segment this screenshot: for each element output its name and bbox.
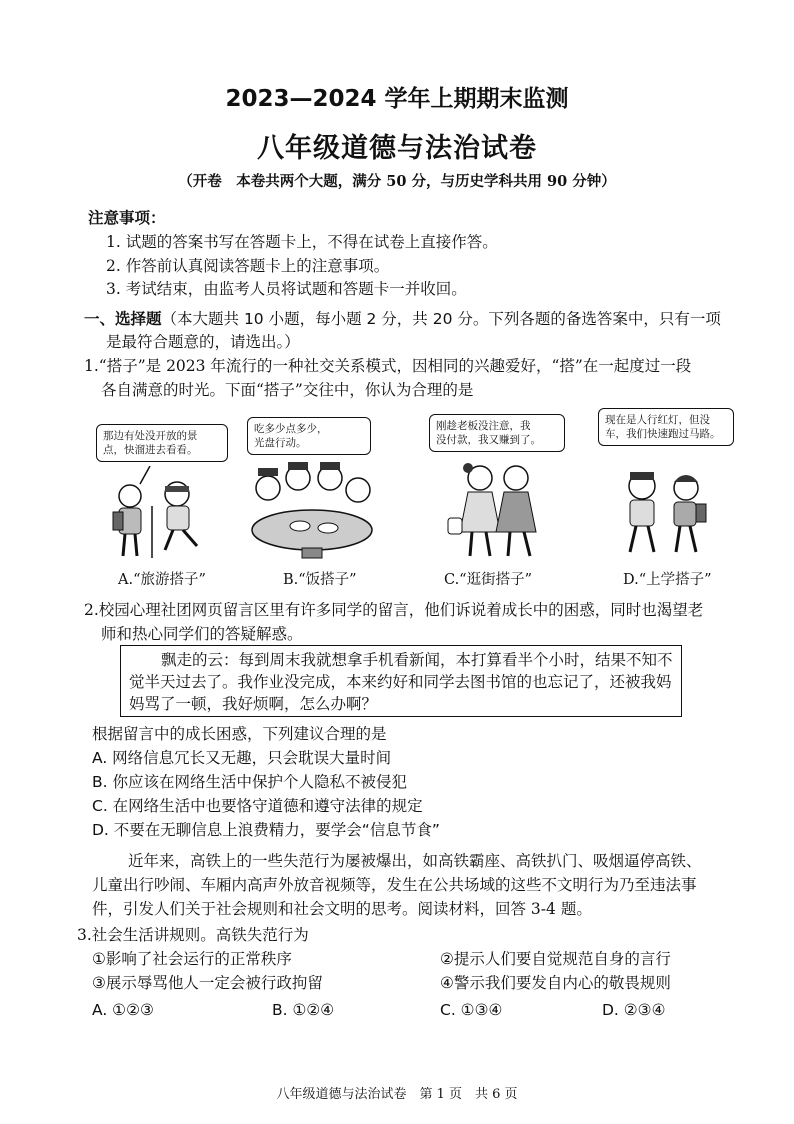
hikers-illustration [95, 466, 215, 562]
q3-option-d: D. ②③④ [602, 1001, 666, 1019]
exam-title: 八年级道德与法治试卷 [257, 133, 537, 164]
exam-period-title: 2023—2024 学年上期期末监测 [225, 86, 569, 112]
exam-subtitle: （开卷 本卷共两个大题，满分 50 分，与历史学科共用 90 分钟） [178, 173, 616, 190]
students-illustration [610, 464, 720, 560]
q2-option-c: C. 在网络生活中也要恪守道德和遵守法律的规定 [92, 797, 423, 815]
material-line: 件，引发人们关于社会规则和社会文明的思考。阅读材料，回答 3-4 题。 [92, 900, 592, 918]
q2-stem-cont: 师和热心同学们的答疑解惑。 [101, 625, 303, 643]
message-line: 妈骂了一顿，我好烦啊，怎么办啊？ [129, 695, 378, 713]
section1-title: 一、选择题 [84, 310, 162, 328]
panel-a-bubble: 那边有处没开放的景 点，快溜进去看看。 [96, 424, 228, 462]
q3-item-3: ③展示辱骂他人一定会被行政拘留 [92, 974, 323, 992]
page-footer: 八年级道德与法治试卷 第 1 页 共 6 页 [276, 1087, 518, 1102]
message-line: 觉半天过去了。我作业没完成，本来约好和同学去图书馆的也忘记了，还被我妈 [129, 673, 672, 691]
q3-option-c: C. ①③④ [440, 1001, 503, 1019]
note-item: 1. 试题的答案书写在答题卡上，不得在试卷上直接作答。 [106, 233, 498, 251]
panel-d-caption: D.“上学搭子” [623, 572, 712, 588]
q2-stem: 2.校园心理社团网页留言区里有许多同学的留言，他们诉说着成长中的困惑，同时也渴望老 [84, 601, 704, 619]
panel-d-bubble: 现在是人行红灯，但没 车，我们快速跑过马路。 [598, 408, 734, 446]
panel-b-bubble: 吃多少点多少， 光盘行动。 [247, 417, 371, 455]
note-item: 2. 作答前认真阅读答题卡上的注意事项。 [106, 257, 390, 275]
panel-c-bubble: 刚趁老板没注意，我 没付款，我又赚到了。 [429, 414, 565, 452]
material-line: 儿童出行吵闹、车厢内高声外放音视频等，发生在公共场域的这些不文明行为乃至违法事 [92, 876, 697, 894]
shoppers-illustration [440, 458, 560, 562]
notes-heading: 注意事项： [88, 209, 166, 227]
q1-stem: 1.“搭子”是 2023 年流行的一种社交关系模式，因相同的兴趣爱好，“搭”在一起度过一段 [84, 357, 692, 375]
q1-stem-cont: 各自满意的时光。下面“搭子”交往中，你认为合理的是 [101, 381, 474, 399]
note-item: 3. 考试结束，由监考人员将试题和答题卡一并收回。 [106, 280, 467, 298]
material-line: 近年来，高铁上的一些失范行为屡被爆出，如高铁霸座、高铁扒门、吸烟逼停高铁、 [128, 852, 702, 870]
section1-heading [84, 309, 721, 329]
section1-desc-cont: 是最符合题意的，请选出。） [106, 333, 300, 351]
section1-desc: （本大题共 10 小题，每小题 2 分，共 20 分。下列各题的备选答案中，只有一项 [161, 310, 721, 328]
q3-option-a: A. ①②③ [92, 1001, 154, 1019]
panel-c-caption: C.“逛街搭子” [444, 572, 533, 588]
q3-item-4: ④警示我们要发自内心的敬畏规则 [440, 974, 671, 992]
panel-b-caption: B.“饭搭子” [283, 572, 357, 588]
message-box [120, 645, 682, 717]
diners-illustration [240, 460, 380, 560]
message-line: 飘走的云：每到周末我就想拿手机看新闻，本打算看半个小时，结果不知不 [161, 651, 673, 669]
q2-option-a: A. 网络信息冗长又无趣，只会耽误大量时间 [92, 749, 392, 767]
q2-question: 根据留言中的成长困惑，下列建议合理的是 [92, 725, 387, 743]
q2-option-d: D. 不要在无聊信息上浪费精力，要学会“信息节食” [92, 821, 440, 839]
q3-item-1: ①影响了社会运行的正常秩序 [92, 950, 292, 968]
panel-a-caption: A.“旅游搭子” [118, 572, 206, 588]
q3-stem: 3.社会生活讲规则。高铁失范行为 [77, 926, 309, 944]
q2-option-b: B. 你应该在网络生活中保护个人隐私不被侵犯 [92, 773, 407, 791]
q3-item-2: ②提示人们要自觉规范自身的言行 [440, 950, 671, 968]
q3-option-b: B. ①②④ [272, 1001, 335, 1019]
